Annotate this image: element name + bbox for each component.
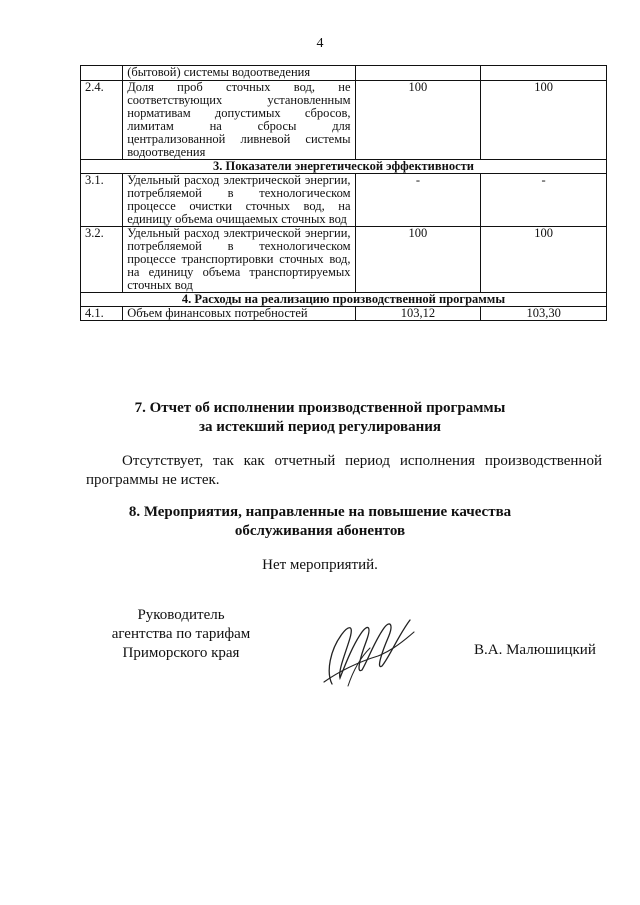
indicators-table [80,65,607,321]
table-row [81,174,607,227]
section-8-text: Нет мероприятий. [262,557,378,573]
plan-value-cell: - [355,174,481,227]
table-row [81,227,607,293]
section-8-heading-line-1: 8. Мероприятия, направленные на повышение качества [128,504,512,520]
section-row [81,293,607,307]
signer-title [96,606,266,663]
section-heading: 4. Расходы на реализацию производственной программы [81,293,607,307]
indicator-name-cell: Объем финансовых потребностей [123,307,355,321]
table-row [81,81,607,160]
plan-value-cell: 103,12 [355,307,481,321]
signer-title-line-3: Приморского края [122,645,240,661]
plan-value-cell: 100 [355,227,481,293]
section-8-heading-line-2: обслуживания абонентов [234,523,406,539]
signer-title-line-1: Руководитель [137,607,225,623]
signer-title-line-2: агентства по тарифам [111,626,251,642]
row-number-cell: 3.1. [81,174,123,227]
row-number-cell: 2.4. [81,81,123,160]
actual-value-cell [481,66,607,81]
row-number-cell: 3.2. [81,227,123,293]
table-row [81,66,607,81]
indicator-name-cell: Удельный расход электрической энергии, потребляемой в технологическом процессе транспортировки сточных вод, на единицу объема транспортируемых сточных вод [123,227,355,293]
section-7-heading-line-2: за истекший период регулирования [198,419,442,435]
indicator-name-cell: (бытовой) системы водоотведения [123,66,355,81]
indicator-name-cell: Доля проб сточных вод, не соответствующих установленным нормативам допустимых сбросов, лимитам на сбросы для централизованной ливневой системы водоотведения [123,81,355,160]
section-7-text-content: Отсутствует, так как отчетный период исполнения производственной программы не истек. [86,453,602,488]
section-7-text [86,452,602,490]
section-7-heading-line-1: 7. Отчет об исполнении производственной программы [134,400,506,416]
actual-value-cell: 100 [481,81,607,160]
actual-value-cell: 100 [481,227,607,293]
table-row [81,307,607,321]
plan-value-cell [355,66,481,81]
plan-value-cell: 100 [355,81,481,160]
handwritten-signature [318,612,418,690]
actual-value-cell: 103,30 [481,307,607,321]
section-row [81,160,607,174]
signer-name: В.А. Малюшицкий [474,642,596,658]
actual-value-cell: - [481,174,607,227]
row-number-cell [81,66,123,81]
page-number: 4 [316,36,324,51]
section-heading: 3. Показатели энергетической эффективности [81,160,607,174]
row-number-cell: 4.1. [81,307,123,321]
indicator-name-cell: Удельный расход электрической энергии, потребляемой в технологическом процессе очистки сточных вод, на единицу объема очищаемых сточных вод [123,174,355,227]
